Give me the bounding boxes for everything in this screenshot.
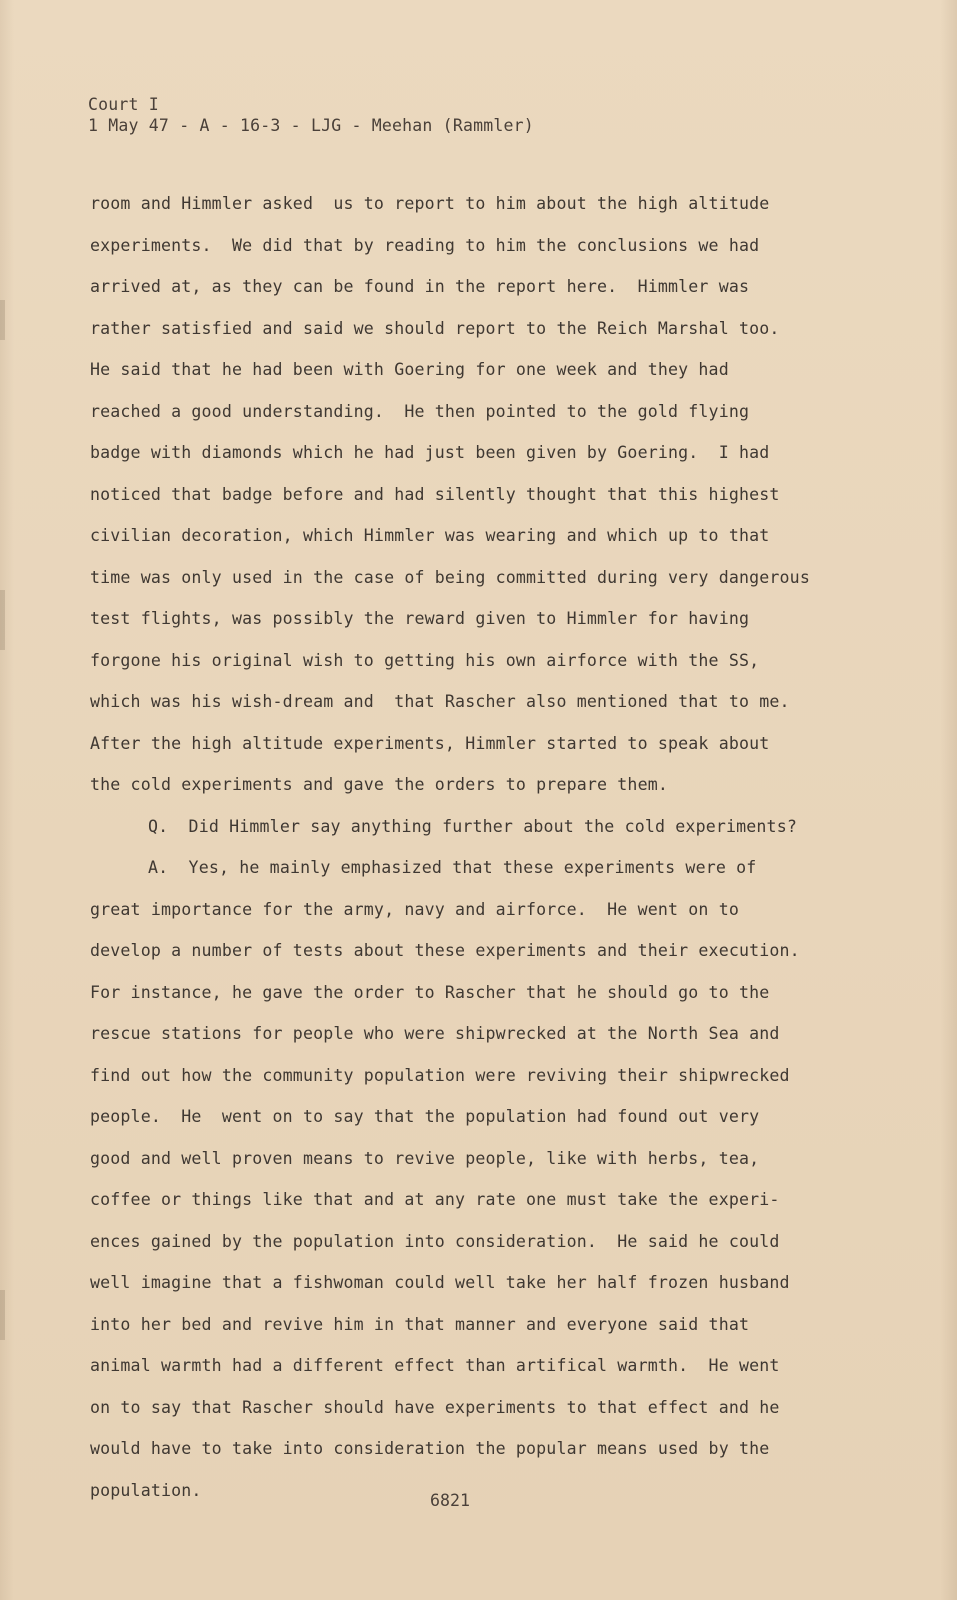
session-label: 1 May 47 - A - 16-3 - LJG - Meehan (Rammler) (88, 116, 534, 135)
transcript-line: experiments. We did that by reading to him the conclusions we had (90, 235, 760, 255)
transcript-line: time was only used in the case of being committed during very dangerous (90, 567, 810, 587)
transcript-line: civilian decoration, which Himmler was wearing and which up to that (90, 526, 770, 545)
paper-edge-mark (0, 1290, 5, 1340)
transcript-line: find out how the community population were reviving their shipwrecked (90, 1065, 790, 1085)
transcript-line: After the high altitude experiments, Himmler started to speak about (90, 733, 770, 753)
transcript-line: For instance, he gave the order to Rascher that he should go to the (90, 982, 770, 1002)
transcript-line: rescue stations for people who were shipwrecked at the North Sea and (90, 1024, 780, 1043)
transcript-line: noticed that badge before and had silently thought that this highest (90, 484, 780, 504)
transcript-line: into her bed and revive him in that manner and everyone said that (90, 1314, 750, 1334)
transcript-line: arrived at, as they can be found in the report here. Himmler was (90, 277, 750, 296)
transcript-line: would have to take into consideration the popular means used by the (90, 1439, 770, 1458)
transcript-line: test flights, was possibly the reward given to Himmler for having (90, 609, 750, 628)
transcript-line: room and Himmler asked us to report to him about the high altitude (90, 194, 770, 213)
transcript-body (90, 192, 870, 1520)
paper-edge-mark (0, 590, 5, 650)
transcript-line: forgone his original wish to getting his own airforce with the SS, (90, 650, 760, 670)
paper-edge-mark (0, 300, 5, 340)
document-header (88, 94, 534, 136)
transcript-line: people. He went on to say that the population had found out very (90, 1107, 760, 1126)
transcript-line: good and well proven means to revive people, like with herbs, tea, (90, 1148, 760, 1168)
transcript-line: well imagine that a fishwoman could well take her half frozen husband (90, 1273, 790, 1292)
transcript-line: coffee or things like that and at any rate one must take the experi- (90, 1190, 780, 1209)
page-number: 6821 (430, 1491, 470, 1510)
transcript-line: rather satisfied and said we should report to the Reich Marshal too. (90, 318, 780, 338)
transcript-line: which was his wish-dream and that Rascher also mentioned that to me. (90, 692, 790, 711)
transcript-line: on to say that Rascher should have experiments to that effect and he (90, 1397, 780, 1417)
transcript-line: He said that he had been with Goering for one week and they had (90, 360, 729, 379)
transcript-line: ences gained by the population into consideration. He said he could (90, 1231, 780, 1251)
transcript-line: population. (90, 1480, 202, 1500)
question-line: Q. Did Himmler say anything further about the cold experiments? (148, 816, 797, 836)
answer-line: A. Yes, he mainly emphasized that these experiments were of (148, 858, 757, 877)
transcript-line: the cold experiments and gave the orders to prepare them. (90, 775, 668, 794)
transcript-line: develop a number of tests about these experiments and their execution. (90, 941, 800, 960)
transcript-line: badge with diamonds which he had just been given by Goering. I had (90, 443, 770, 462)
transcript-line: animal warmth had a different effect than artifical warmth. He went (90, 1356, 780, 1375)
transcript-line: great importance for the army, navy and airforce. He went on to (90, 899, 739, 919)
court-label: Court I (88, 95, 159, 114)
transcript-line: reached a good understanding. He then pointed to the gold flying (90, 401, 750, 421)
